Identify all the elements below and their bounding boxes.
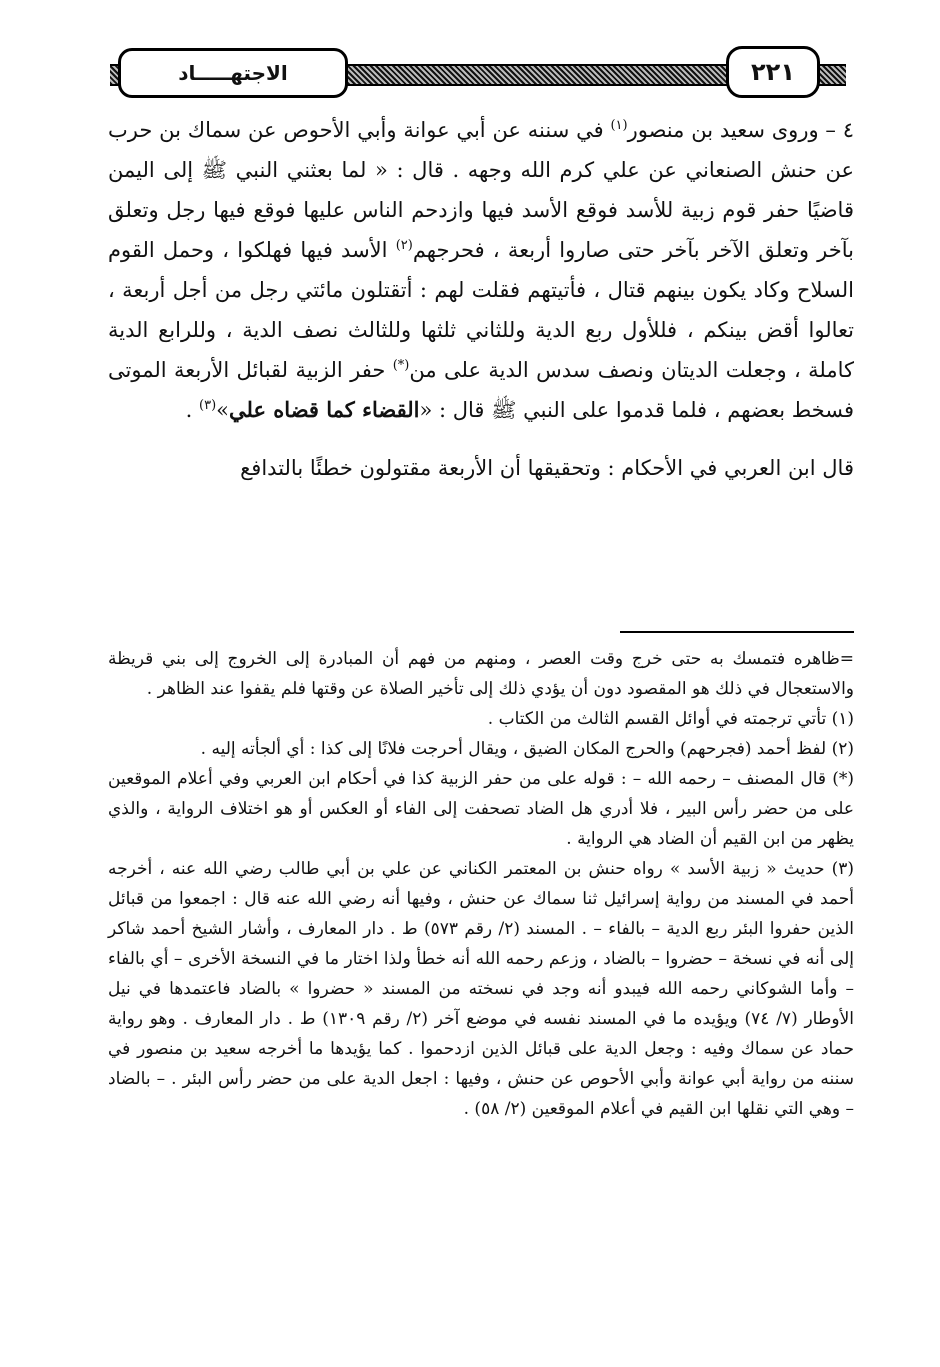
- footnote-star: (*) قال المصنف – رحمه الله – : قوله على من حفر الزبية كذا في أحكام ابن العربي وفي أعلام الموقعين على من حضر رأس البير ، فلا أدري هل الضاد تصحفت إلى الفاء أو العكس أو هو اختلاف الرواية ، والذي يظهر من ابن القيم أن الضاد هي الرواية .: [108, 769, 854, 849]
- footnote-ref-3: (٣): [199, 398, 217, 413]
- hadith-paragraph: [108, 110, 854, 430]
- text-run: الأسد فيها فهلكوا ، وحمل القوم السلاح وكاد يكون بينهم قتال ، فأتيتهم فقلت لهم : أتقتلون مائتي رجل من أجل أربعة ، تعالوا أقض بينكم ، فللأول ربع الدية وللثاني ثلثها وللثالث نصف الدية ، وللرابع الدية كاملة ، وجعلت الديتان ونصف سدس الدية على من: [108, 238, 855, 382]
- footnote-ref-1: (١): [610, 118, 628, 133]
- running-header: [100, 46, 854, 98]
- chapter-title: الاجتهـــــاد: [178, 61, 288, 85]
- footnote-1: (١) تأتي ترجمته في أوائل القسم الثالث من الكتاب .: [487, 709, 854, 729]
- text-run: في سننه عن أبي عوانة وأبي الأحوص عن سماك بن حرب عن حنش الصنعاني عن علي كرم الله وجهه . قال : « لما بعثني النبي ﷺ إلى اليمن قاضيًا حفر قوم زبية للأسد فوقع الأسد فيها وازدحم الناس عليها فوقع فيها رجل وتعلق بآخر وتعلق الآخر بآخر حتى صاروا أربعة ، فحرجهم: [108, 118, 854, 262]
- text-run: »: [216, 398, 229, 422]
- page-number: ٢٢١: [751, 58, 795, 86]
- footnote-2: (٢) لفظ أحمد (فجرحهم) والحرج المكان الضيق ، ويقال أحرجت فلانًا إلى كذا : أي ألجأته إليه .: [200, 739, 854, 759]
- footnote-continuation: =ظاهره فتمسك به حتى خرج وقت العصر ، ومنهم من فهم أن المبادرة إلى الخروج إلى بني قريظة والاستعجال في ذلك هو المقصود دون أن يؤدي ذلك إلى تأخير الصلاة عن وقتها فلم يقفوا عند الظاهر .: [108, 649, 854, 699]
- text-run: ٤ – وروى سعيد بن منصور: [627, 118, 854, 142]
- footnotes: [108, 644, 854, 1124]
- footnote-divider: [620, 631, 854, 633]
- footnote-ref-2: (٢): [395, 238, 413, 253]
- chapter-title-box: [118, 48, 348, 98]
- main-text: [108, 110, 854, 488]
- footnote-ref-star: (*): [392, 358, 410, 373]
- text-run: .: [185, 398, 199, 422]
- ibn-arabi-paragraph: قال ابن العربي في الأحكام : وتحقيقها أن الأربعة مقتولون خطئًا بالتدافع: [240, 456, 854, 480]
- bold-quote: القضاء كما قضاه علي: [229, 397, 420, 422]
- footnote-3: (٣) حديث « زبية الأسد » رواه حنش بن المعتمر الكناني عن علي بن أبي طالب رضي الله عنه ، أخرجه أحمد في المسند من رواية إسرائيل ثنا سماك عن حنش ، وفيها أنه رضي الله عنه قال : اجمعوا من قبائل الذين حفروا البئر ربع الدية – بالفاء – . المسند (٢/ رقم ٥٧٣) ط . دار المعارف ، وأشار الشيخ أحمد شاكر إلى أنه في نسخة – حضروا – بالضاد ، وزعم رحمه الله أنه خطأ ولذا اختار ما في النسخة الأخرى – أي بالفاء – وأما الشوكاني رحمه الله فيبدو أنه وجد في نسخته من المسند « حضروا » بالضاد فاعتمدها في نيل الأوطار (٧/ ٧٤) ويؤيده ما في المسند نفسه في موضع آخر (٢/ رقم ١٣٠٩) ط . دار المعارف . وهو رواية حماد عن سماك وفيه : وجعل الدية على قبائل الذين ازدحموا . كما يؤيدها ما أخرجه سعيد بن منصور في سننه من رواية أبي عوانة وأبي الأحوص عن حنش ، وفيها : اجعل الدية على من حضر رأس البئر . – بالضاد – وهي التي نقلها ابن القيم في أعلام الموقعين (٢/ ٥٨) .: [108, 859, 855, 1119]
- page-number-box: [726, 46, 820, 98]
- text-run: حفر الزبية لقبائل الأربعة الموتى فسخط بعضهم ، فلما قدموا على النبي ﷺ قال : «: [108, 358, 854, 422]
